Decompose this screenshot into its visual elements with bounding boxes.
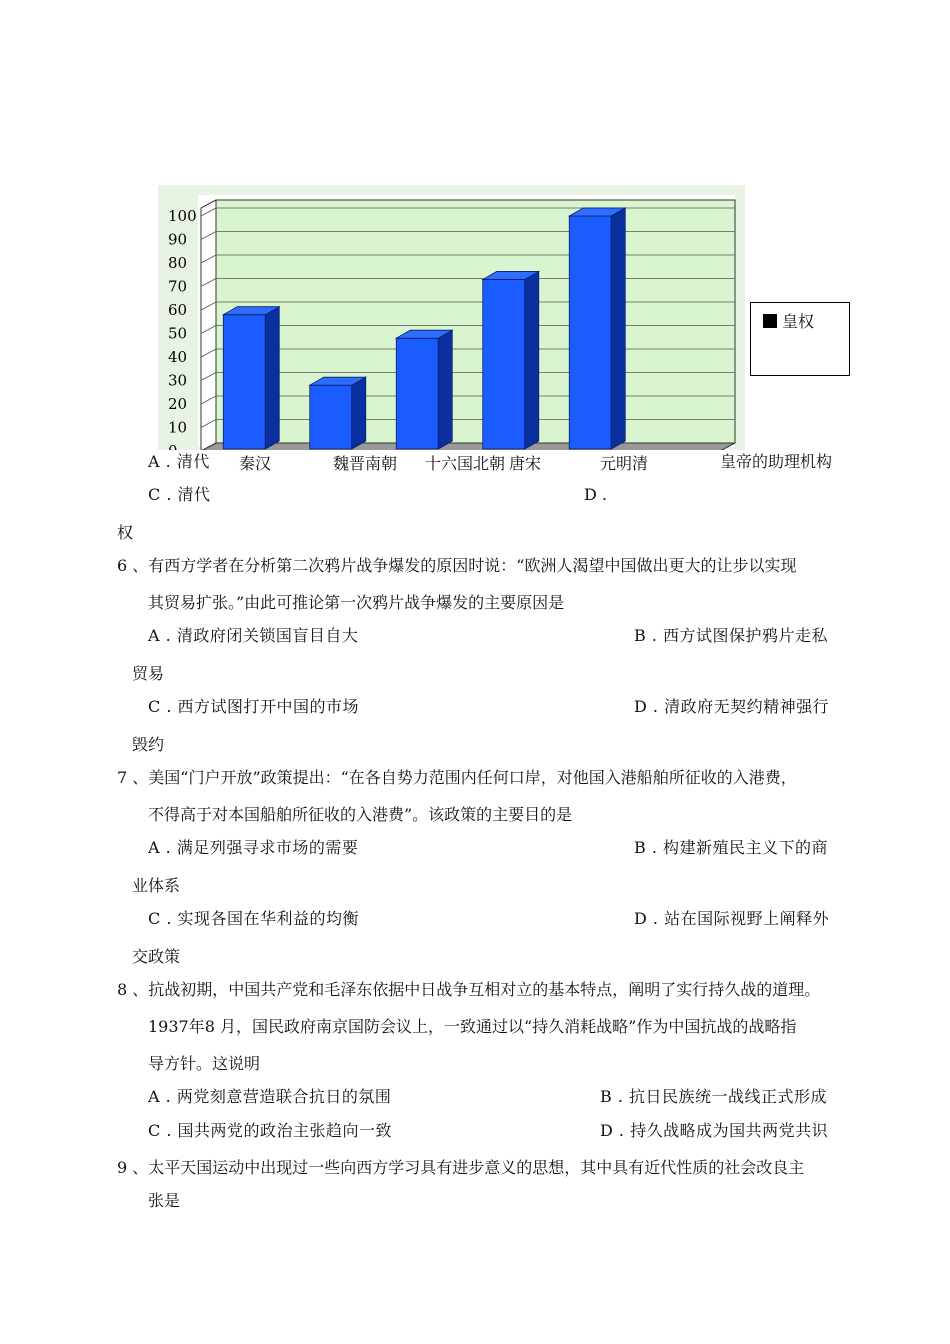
q8-option-b: B . 抗日民族统一战线正式形成 xyxy=(600,1087,828,1106)
q7-option-d: D . 站在国际视野上阐释外 xyxy=(634,909,830,928)
q8-option-d: D . 持久战略成为国共两党共识 xyxy=(600,1121,829,1140)
x-category-label: 魏晋南朝 xyxy=(331,452,399,476)
q7-option-b: B . 构建新殖民主义下的商 xyxy=(634,838,829,857)
q6-option-a: A . 清政府闭关锁国盲目自大 xyxy=(148,626,359,645)
bar xyxy=(569,216,611,449)
q8-stem-line1: 8 、抗战初期，中国共产党和毛泽东依据中日战争互相对立的基本特点，阐明了实行持久战的道理。 xyxy=(117,980,821,999)
q8-stem-line3: 导方针。这说明 xyxy=(148,1054,261,1073)
q7-option-a: A . 满足列强寻求市场的需要 xyxy=(148,838,359,857)
bar-chart xyxy=(158,185,745,450)
plot-side-wall xyxy=(201,200,216,450)
q7-stem-line1: 7 、美国“门户开放”政策提出：“在各自势力范围内任何口岸，对他国入港船舶所征收的入港费， xyxy=(117,768,797,787)
q6-option-c: C . 西方试图打开中国的市场 xyxy=(148,697,360,716)
q6-option-d: D . 清政府无契约精神强行 xyxy=(634,697,830,716)
y-tick-label: 30 xyxy=(168,371,188,390)
x-category-label: 元明清 xyxy=(598,452,650,476)
x-category-label: 唐宋 xyxy=(507,452,543,476)
y-tick-label: 90 xyxy=(168,230,188,249)
q9-stem-line2: 张是 xyxy=(148,1191,181,1210)
bar xyxy=(396,338,438,449)
q8-option-a: A . 两党刻意营造联合抗日的氛围 xyxy=(148,1087,392,1106)
y-tick-label: 10 xyxy=(168,418,188,437)
q5-tail: 权 xyxy=(117,523,134,542)
bar-chart-svg xyxy=(158,185,745,450)
chart-legend xyxy=(750,302,850,376)
bar-side xyxy=(438,330,452,449)
bar xyxy=(310,385,352,449)
q5-option-a-left: A . 清代 xyxy=(148,452,210,471)
q6-stem-line1: 6 、有西方学者在分析第二次鸦片战争爆发的原因时说：“欧洲人渴望中国做出更大的让步以实现 xyxy=(117,556,797,575)
y-tick-label: 100 xyxy=(168,207,197,225)
y-tick-label xyxy=(168,442,178,450)
q5-option-b-right: 皇帝的助理机构 xyxy=(720,452,833,471)
y-tick-label: 50 xyxy=(168,324,188,343)
bar xyxy=(483,279,525,449)
q6-stem-line2: 其贸易扩张。”由此可推论第一次鸦片战争爆发的主要原因是 xyxy=(148,593,565,612)
q7-option-c: C . 实现各国在华利益的均衡 xyxy=(148,909,360,928)
plot-back-wall xyxy=(216,200,735,443)
y-tick-label: 80 xyxy=(168,254,188,272)
q7-stem-line2: 不得高于对本国船舶所征收的入港费”。该政策的主要目的是 xyxy=(148,805,573,824)
q7-option-d-tail: 交政策 xyxy=(132,947,181,966)
y-tick-label: 40 xyxy=(168,348,188,366)
q5-option-d-right: D . xyxy=(584,485,607,504)
q6-option-b: B . 西方试图保护鸦片走私 xyxy=(634,626,829,645)
legend-swatch xyxy=(763,314,777,328)
q8-option-c: C . 国共两党的政治主张趋向一致 xyxy=(148,1121,393,1140)
q6-option-d-tail: 毁约 xyxy=(132,735,165,754)
bar-side xyxy=(352,377,366,449)
bar-side xyxy=(611,208,625,449)
y-tick-label: 70 xyxy=(168,277,188,296)
q8-stem-line2: 1937年8 月，国民政府南京国防会议上，一致通过以“持久消耗战略”作为中国抗战的战略指 xyxy=(148,1017,797,1036)
y-tick-label: 20 xyxy=(168,395,188,413)
q5-option-c-left: C . 清代 xyxy=(148,485,211,504)
q9-stem-line1: 9 、太平天国运动中出现过一些向西方学习具有进步意义的思想，其中具有近代性质的社会改良主 xyxy=(117,1158,805,1177)
bar-side xyxy=(265,307,279,449)
legend-label: 皇权 xyxy=(782,312,815,331)
q6-option-b-tail: 贸易 xyxy=(132,664,165,683)
bar-side xyxy=(525,271,539,449)
x-category-label: 秦汉 xyxy=(237,452,273,476)
bar xyxy=(223,315,265,449)
y-tick-label: 60 xyxy=(168,301,188,319)
x-category-label: 十六国北朝 xyxy=(423,452,507,476)
plot-floor xyxy=(201,443,735,450)
q7-option-b-tail: 业体系 xyxy=(132,876,181,895)
